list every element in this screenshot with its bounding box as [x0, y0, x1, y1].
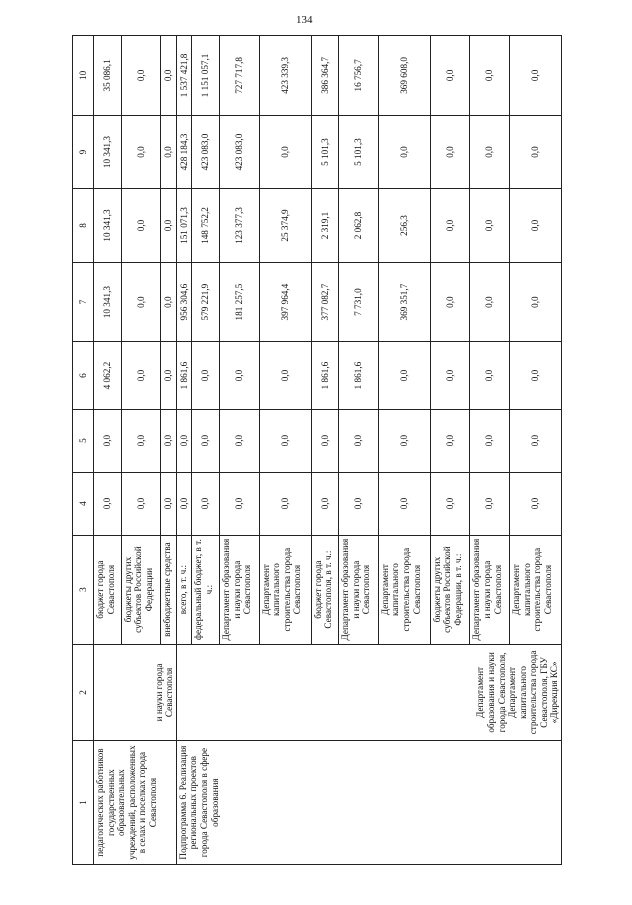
value-cell: 0,0: [430, 342, 470, 409]
header-cell: 8: [73, 189, 94, 262]
value-cell: 0,0: [192, 472, 220, 535]
value-cell: 0,0: [510, 115, 562, 188]
value-cell: 0,0: [259, 342, 311, 409]
funding-source-cell: Департамент образования и науки города Севастополя: [220, 535, 260, 644]
header-cell: 5: [73, 409, 94, 472]
value-cell: 0,0: [161, 189, 177, 262]
value-cell: 0,0: [161, 409, 177, 472]
value-cell: 386 364,7: [311, 36, 339, 116]
value-cell: 0,0: [94, 472, 122, 535]
header-cell: 4: [73, 472, 94, 535]
value-cell: 1 151 057,1: [192, 36, 220, 116]
header-cell: 1: [73, 741, 94, 865]
value-cell: 0,0: [259, 472, 311, 535]
value-cell: 4 062,2: [94, 342, 122, 409]
value-cell: 0,0: [510, 189, 562, 262]
value-cell: 0,0: [510, 262, 562, 342]
value-cell: 0,0: [470, 342, 510, 409]
value-cell: 0,0: [259, 115, 311, 188]
value-cell: 727 717,8: [220, 36, 260, 116]
value-cell: 0,0: [121, 115, 161, 188]
value-cell: 0,0: [220, 472, 260, 535]
funding-source-cell: бюджет города Севастополя, в т. ч.:: [311, 535, 339, 644]
value-cell: 0,0: [121, 342, 161, 409]
funding-source-cell: бюджет города Севастополя: [94, 535, 122, 644]
header-row: [73, 36, 94, 865]
value-cell: 0,0: [430, 472, 470, 535]
page-number: 134: [296, 14, 313, 26]
header-cell: 7: [73, 262, 94, 342]
funding-source-cell: внебюджетные средства: [161, 535, 177, 644]
funding-source-cell: всего, в т. ч.:: [176, 535, 192, 644]
value-cell: 0,0: [161, 472, 177, 535]
value-cell: 0,0: [311, 409, 339, 472]
value-cell: 148 752,2: [192, 189, 220, 262]
value-cell: 5 101,3: [339, 115, 379, 188]
value-cell: 25 374,9: [259, 189, 311, 262]
funding-source-cell: Департамент капитального строительства города Севастополя: [378, 535, 430, 644]
value-cell: 0,0: [470, 472, 510, 535]
value-cell: 1 861,6: [311, 342, 339, 409]
value-cell: 0,0: [339, 472, 379, 535]
value-cell: 0,0: [378, 342, 430, 409]
funding-source-cell: Департамент образования и науки города Севастополя: [470, 535, 510, 644]
value-cell: 0,0: [121, 189, 161, 262]
value-cell: 0,0: [378, 409, 430, 472]
value-cell: 0,0: [220, 342, 260, 409]
value-cell: 0,0: [192, 342, 220, 409]
value-cell: 423 339,3: [259, 36, 311, 116]
value-cell: 956 304,6: [176, 262, 192, 342]
value-cell: 1 861,6: [176, 342, 192, 409]
value-cell: 377 082,7: [311, 262, 339, 342]
value-cell: 10 341,3: [94, 262, 122, 342]
value-cell: 10 341,3: [94, 189, 122, 262]
funding-source-cell: Департамент капитального строительства города Севастополя: [510, 535, 562, 644]
value-cell: 0,0: [121, 36, 161, 116]
funding-source-cell: федеральный бюджет, в т. ч.:: [192, 535, 220, 644]
value-cell: 0,0: [121, 409, 161, 472]
value-cell: 0,0: [161, 262, 177, 342]
header-cell: 10: [73, 36, 94, 116]
value-cell: 35 086,1: [94, 36, 122, 116]
value-cell: 428 184,3: [176, 115, 192, 188]
value-cell: 1 537 421,8: [176, 36, 192, 116]
value-cell: 0,0: [176, 472, 192, 535]
value-cell: 0,0: [510, 409, 562, 472]
value-cell: 7 731,0: [339, 262, 379, 342]
value-cell: 0,0: [192, 409, 220, 472]
value-cell: 2 062,8: [339, 189, 379, 262]
value-cell: 2 319,1: [311, 189, 339, 262]
value-cell: 369 351,7: [378, 262, 430, 342]
value-cell: 0,0: [470, 189, 510, 262]
value-cell: 181 257,5: [220, 262, 260, 342]
funding-source-cell: Департамент образования и науки города Севастополя: [339, 535, 379, 644]
value-cell: 16 756,7: [339, 36, 379, 116]
value-cell: 0,0: [378, 472, 430, 535]
value-cell: 0,0: [94, 409, 122, 472]
value-cell: 1 861,6: [339, 342, 379, 409]
value-cell: 0,0: [470, 262, 510, 342]
value-cell: 397 964,4: [259, 262, 311, 342]
value-cell: 0,0: [339, 409, 379, 472]
funding-source-cell: бюджеты других субъектов Российской Федерации, в т. ч.:: [430, 535, 470, 644]
value-cell: 0,0: [121, 472, 161, 535]
value-cell: 0,0: [176, 409, 192, 472]
value-cell: 0,0: [161, 342, 177, 409]
value-cell: 0,0: [470, 409, 510, 472]
value-cell: 423 083,0: [192, 115, 220, 188]
measure-name-cell: Подпрограмма 6. Реализация региональных проектов города Севастополя в сфере образования: [176, 741, 561, 865]
measure-name-cell: педагогических работников государственных образовательных учреждений, расположенных в селах и поселках города Севастополя: [94, 741, 177, 865]
header-cell: 9: [73, 115, 94, 188]
value-cell: 0,0: [121, 262, 161, 342]
value-cell: 579 221,9: [192, 262, 220, 342]
value-cell: 0,0: [510, 472, 562, 535]
value-cell: 0,0: [430, 409, 470, 472]
table-body: [94, 36, 562, 865]
value-cell: 256,3: [378, 189, 430, 262]
value-cell: 0,0: [378, 115, 430, 188]
header-cell: 6: [73, 342, 94, 409]
table-row: [94, 36, 122, 865]
header-cell: 3: [73, 535, 94, 644]
value-cell: 10 341,3: [94, 115, 122, 188]
value-cell: 0,0: [220, 409, 260, 472]
rotated-table-wrapper: [72, 35, 562, 865]
value-cell: 0,0: [510, 36, 562, 116]
value-cell: 123 377,3: [220, 189, 260, 262]
value-cell: 0,0: [430, 189, 470, 262]
value-cell: 369 608,0: [378, 36, 430, 116]
value-cell: 0,0: [430, 36, 470, 116]
executor-cell: Департамент образования и науки города Севастополя, Департамент капитального строительства города Севастополя, ГБУ «Дирекция КС»: [176, 644, 561, 741]
table-row: [176, 36, 192, 865]
budget-table: [72, 35, 562, 865]
value-cell: 5 101,3: [311, 115, 339, 188]
value-cell: 151 071,3: [176, 189, 192, 262]
funding-source-cell: Департамент капитального строительства города Севастополя: [259, 535, 311, 644]
value-cell: 0,0: [470, 36, 510, 116]
value-cell: 0,0: [161, 115, 177, 188]
header-cell: 2: [73, 644, 94, 741]
executor-cell: и науки города Севастополя: [94, 644, 177, 741]
value-cell: 0,0: [470, 115, 510, 188]
value-cell: 0,0: [430, 115, 470, 188]
value-cell: 0,0: [430, 262, 470, 342]
value-cell: 0,0: [161, 36, 177, 116]
value-cell: 423 083,0: [220, 115, 260, 188]
value-cell: 0,0: [311, 472, 339, 535]
value-cell: 0,0: [259, 409, 311, 472]
funding-source-cell: бюджеты других субъектов Российской Федерации: [121, 535, 161, 644]
value-cell: 0,0: [510, 342, 562, 409]
